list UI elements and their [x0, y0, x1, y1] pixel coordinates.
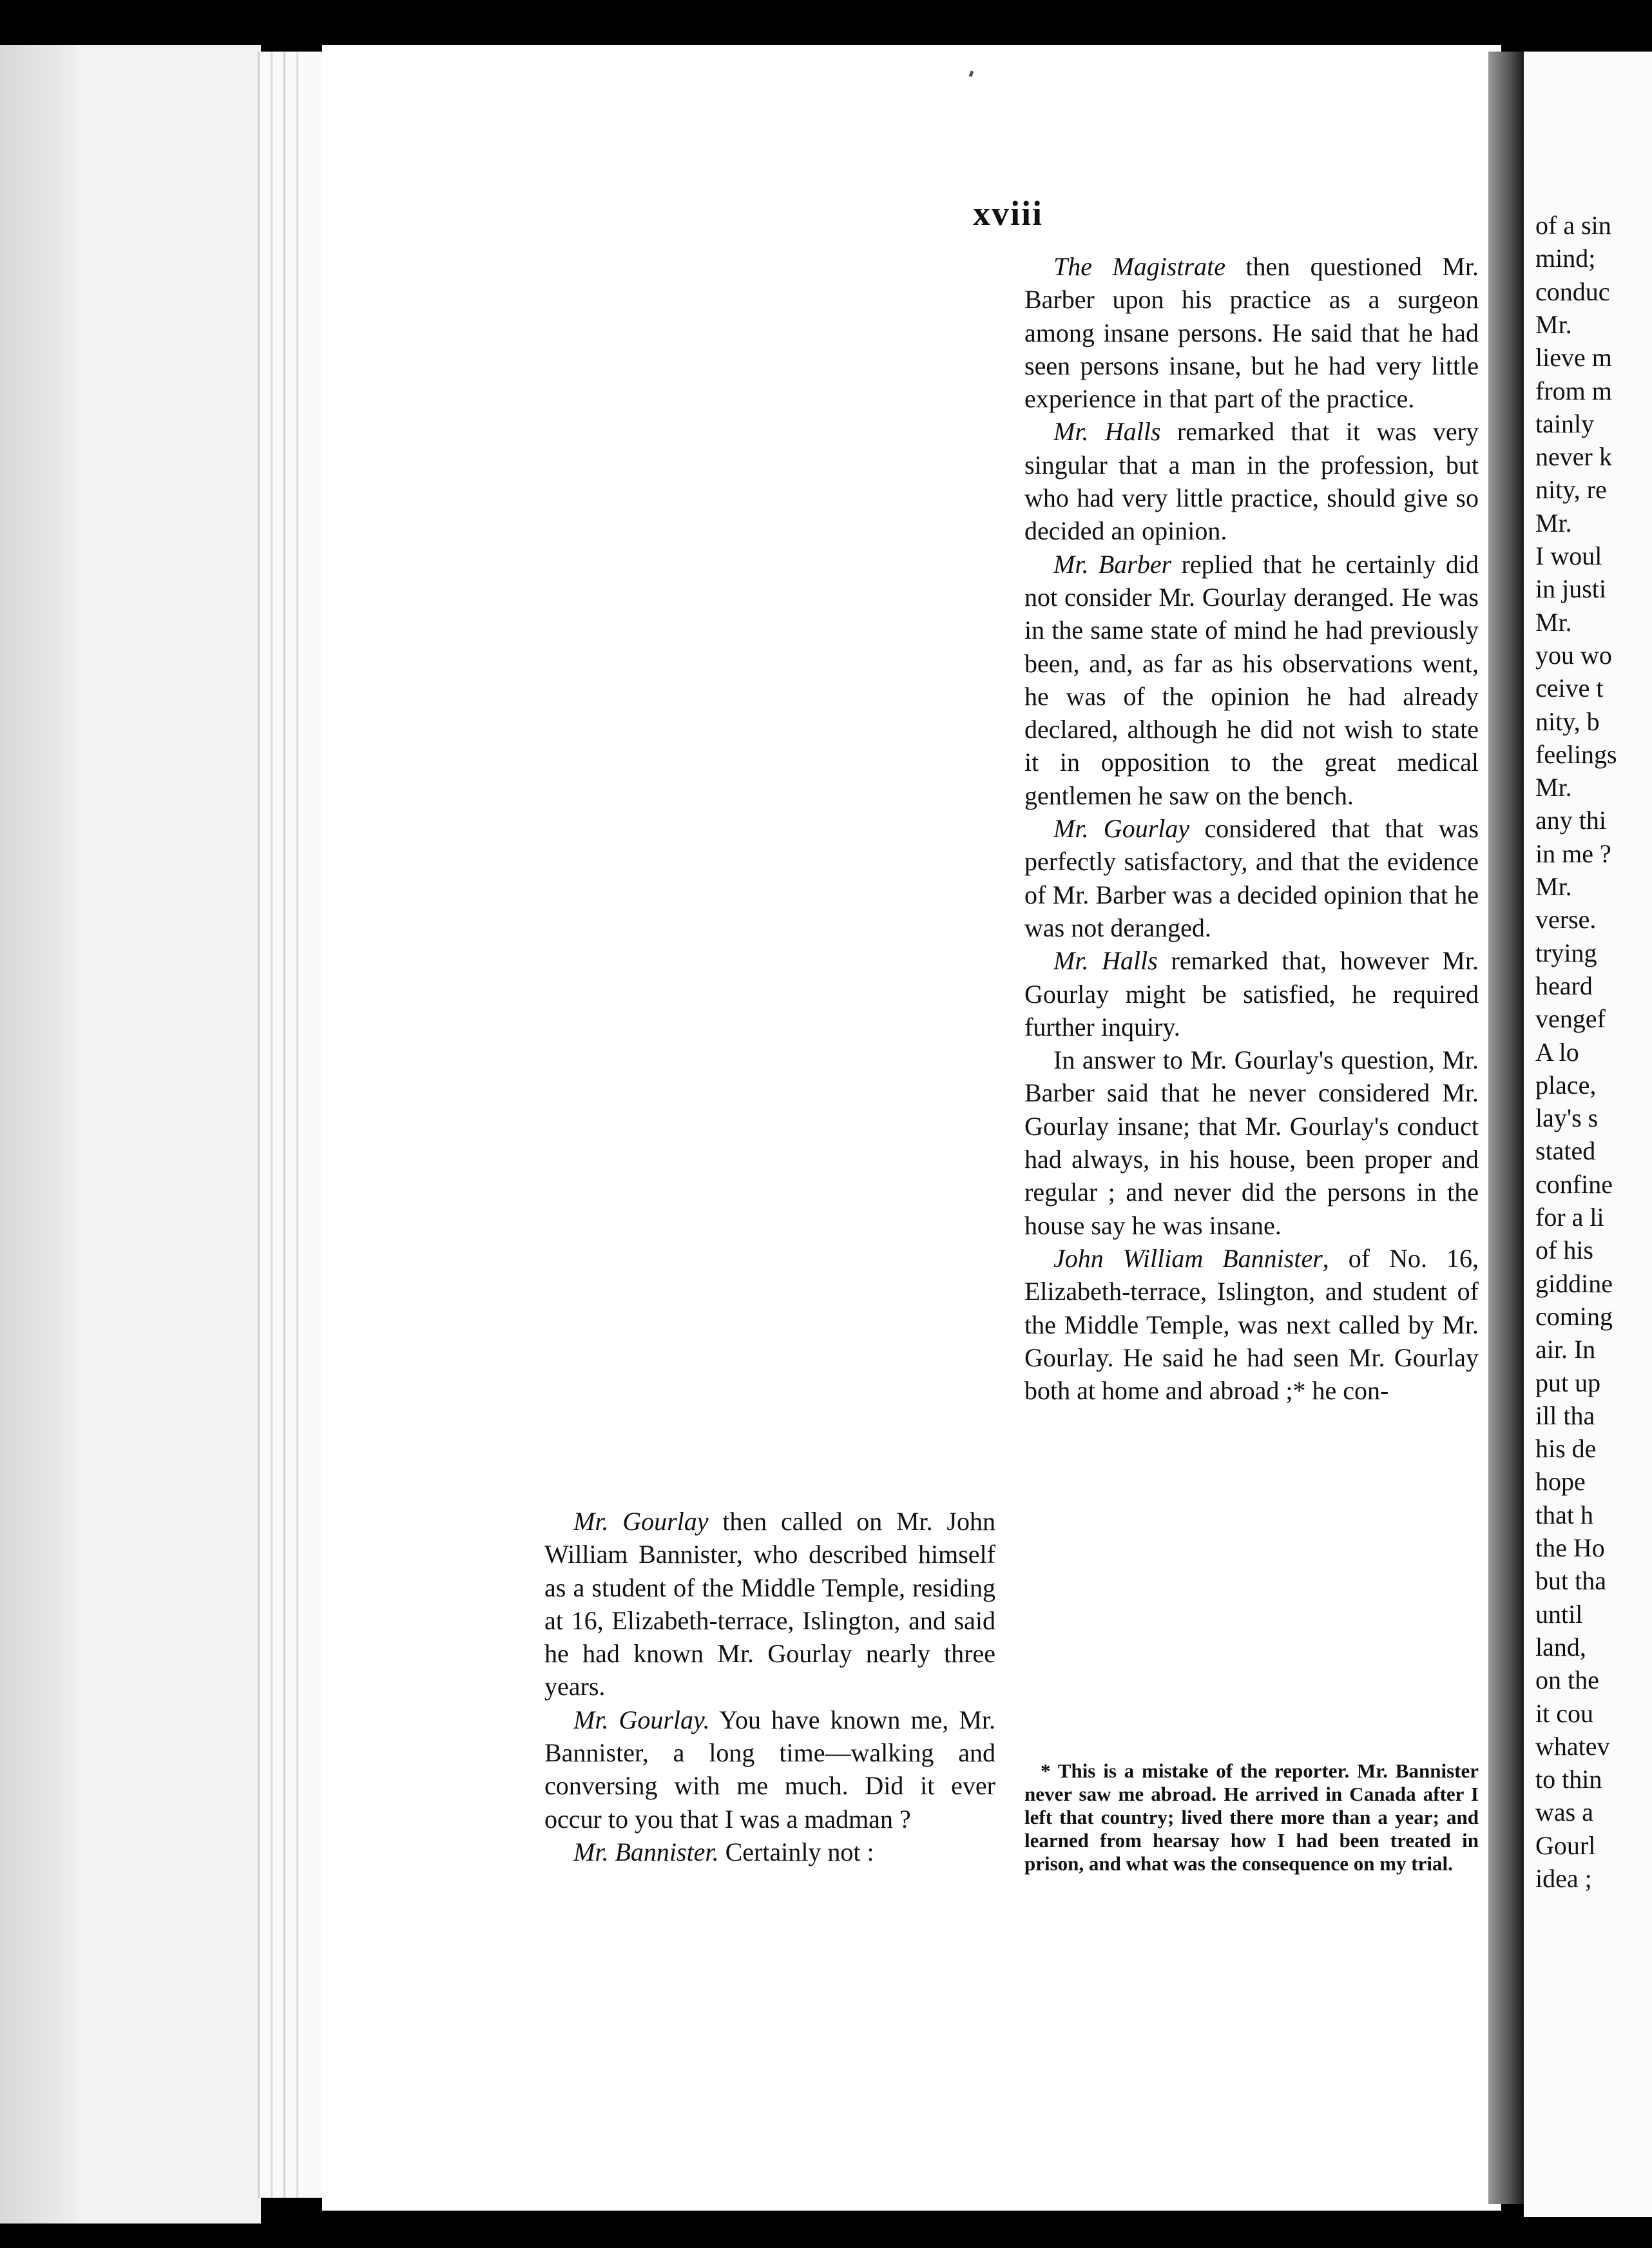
facing-line: put up	[1535, 1368, 1601, 1397]
page-folio: xviii	[973, 194, 1044, 233]
paragraph	[1024, 1242, 1479, 1407]
facing-line: never k	[1535, 442, 1612, 472]
facing-line: giddine	[1535, 1268, 1613, 1298]
facing-line: until	[1535, 1599, 1583, 1629]
paragraph-text: , of No. 16, Elizabeth-terrace, Islington, and student of the Middle Temple, was next called by Mr. Gourlay. He said he had seen Mr. Gourlay both at home and abroad ;* he con-	[1024, 1243, 1479, 1406]
facing-line: the Ho	[1535, 1533, 1605, 1562]
facing-line: but tha	[1535, 1566, 1606, 1596]
facing-page	[1524, 52, 1652, 2217]
right-text-column	[1024, 250, 1479, 1407]
paragraph-text: Certainly not :	[718, 1837, 874, 1866]
facing-line: on the	[1535, 1665, 1599, 1695]
speaker-name: Mr. Halls	[1053, 417, 1161, 447]
facing-line: trying	[1535, 938, 1597, 967]
paragraph	[1024, 1043, 1479, 1242]
paragraph-text: then questioned Mr. Barber upon his practice as a surgeon among insane persons. He said that he had seen persons insane, but he had very little experience in that part of the practice.	[1024, 252, 1479, 414]
facing-line: any thi	[1535, 806, 1606, 835]
facing-line: lay's s	[1535, 1103, 1599, 1133]
facing-line: vengef	[1535, 1004, 1606, 1034]
scanner-shadow	[0, 45, 77, 2224]
facing-line: in me ?	[1535, 838, 1611, 868]
speaker-name: Mr. Gourlay	[1053, 814, 1190, 844]
facing-line: from m	[1535, 376, 1612, 405]
facing-line: mind;	[1535, 244, 1596, 273]
speaker-name: Mr. Bannister.	[573, 1837, 719, 1866]
paragraph	[544, 1703, 995, 1836]
paragraph-text: replied that he certainly did not consider Mr. Gourlay deranged. He was in the same state of mind he had previously been, and, as far as his observations went, he was of the opinion he had already declared, although he did not wish to state it in opposition to the great medical gentlemen he saw on the bench.	[1024, 549, 1479, 810]
facing-line: place,	[1535, 1070, 1597, 1100]
book-gutter	[1488, 52, 1524, 2204]
paragraph	[544, 1836, 995, 1868]
paragraph	[1024, 812, 1479, 944]
paragraph	[1024, 415, 1479, 547]
facing-line: ceive t	[1535, 673, 1604, 703]
facing-line: was a	[1535, 1797, 1593, 1827]
footnote	[1024, 1759, 1479, 1875]
facing-line: idea ;	[1535, 1864, 1592, 1893]
facing-line: coming	[1535, 1301, 1613, 1331]
paragraph-text: You have known me, Mr. Bannister, a long time—walking and conversing with me much. Did it ever occur to you that I was a madman ?	[544, 1705, 995, 1834]
facing-line: Mr.	[1535, 773, 1572, 802]
facing-line: verse.	[1535, 905, 1597, 935]
facing-line: it cou	[1535, 1698, 1593, 1728]
facing-line: conduc	[1535, 276, 1610, 306]
speaker-name: Mr. Gourlay	[573, 1507, 709, 1536]
paragraph-text: remarked that it was very singular that a man in the profession, but who had very little practice, should give so decided an opinion.	[1024, 417, 1479, 546]
left-text-column	[544, 1505, 995, 1868]
facing-line: Mr.	[1535, 309, 1572, 339]
speaker-name: The Magistrate	[1053, 252, 1225, 281]
facing-line: to thin	[1535, 1765, 1602, 1794]
facing-line: confine	[1535, 1169, 1613, 1199]
facing-line: whatev	[1535, 1731, 1610, 1761]
speaker-name: John William Bannister	[1053, 1243, 1323, 1273]
page-edge	[296, 52, 324, 2198]
paragraph-text: considered that that was perfectly satisfactory, and that the evidence of Mr. Barber was a decided opinion that he was not deranged.	[1024, 814, 1479, 942]
paragraph	[1024, 944, 1479, 1043]
paragraph	[544, 1505, 995, 1703]
facing-line: in justi	[1535, 574, 1607, 604]
facing-line: his de	[1535, 1434, 1597, 1464]
facing-line: for a li	[1535, 1203, 1604, 1232]
facing-line: that h	[1535, 1500, 1593, 1529]
facing-line: tainly	[1535, 409, 1595, 438]
facing-line: you wo	[1535, 640, 1612, 670]
facing-line: of his	[1535, 1235, 1593, 1265]
facing-line: lieve m	[1535, 343, 1612, 373]
facing-line: Mr.	[1535, 607, 1572, 637]
facing-line: land,	[1535, 1632, 1586, 1662]
facing-line: heard	[1535, 971, 1593, 1000]
facing-line: hope	[1535, 1467, 1586, 1497]
facing-line: Mr.	[1535, 508, 1572, 538]
facing-line: nity, b	[1535, 706, 1600, 736]
facing-line: Mr.	[1535, 872, 1572, 901]
facing-line: nity, re	[1535, 475, 1607, 505]
facing-line: of a sin	[1535, 211, 1611, 240]
footnote-text: * This is a mistake of the reporter. Mr. Bannister never saw me abroad. He arrived in Canada after I left that country; lived there more than a year; and learned from hearsay how I had been treated in prison, and what was the consequence on my trial.	[1024, 1759, 1479, 1875]
facing-line: I woul	[1535, 541, 1602, 570]
paragraph	[1024, 548, 1479, 812]
facing-line: stated	[1535, 1136, 1596, 1166]
paragraph-text: then called on Mr. John William Bannister, who described himself as a student of the Middle Temple, residing at 16, Elizabeth-terrace, Islington, and said he had known Mr. Gourlay nearly three years.	[544, 1507, 995, 1701]
paragraph-text: In answer to Mr. Gourlay's question, Mr. Barber said that he never considered Mr. Gourlay insane; that Mr. Gourlay's conduct had always, in his house, been proper and regular ; and never did the persons in the house say he was insane.	[1024, 1045, 1479, 1240]
facing-line: Gourl	[1535, 1830, 1596, 1860]
speaker-name: Mr. Halls	[1053, 946, 1158, 976]
facing-line: air. In	[1535, 1335, 1596, 1364]
speaker-name: Mr. Barber	[1053, 549, 1172, 579]
paragraph	[1024, 250, 1479, 415]
facing-line: A lo	[1535, 1037, 1579, 1067]
facing-line: feelings	[1535, 739, 1617, 769]
facing-line: ill tha	[1535, 1400, 1595, 1430]
speaker-name: Mr. Gourlay.	[573, 1705, 710, 1734]
paragraph-text: remarked that, however Mr. Gourlay might be satisfied, he required further inquiry.	[1024, 946, 1479, 1042]
